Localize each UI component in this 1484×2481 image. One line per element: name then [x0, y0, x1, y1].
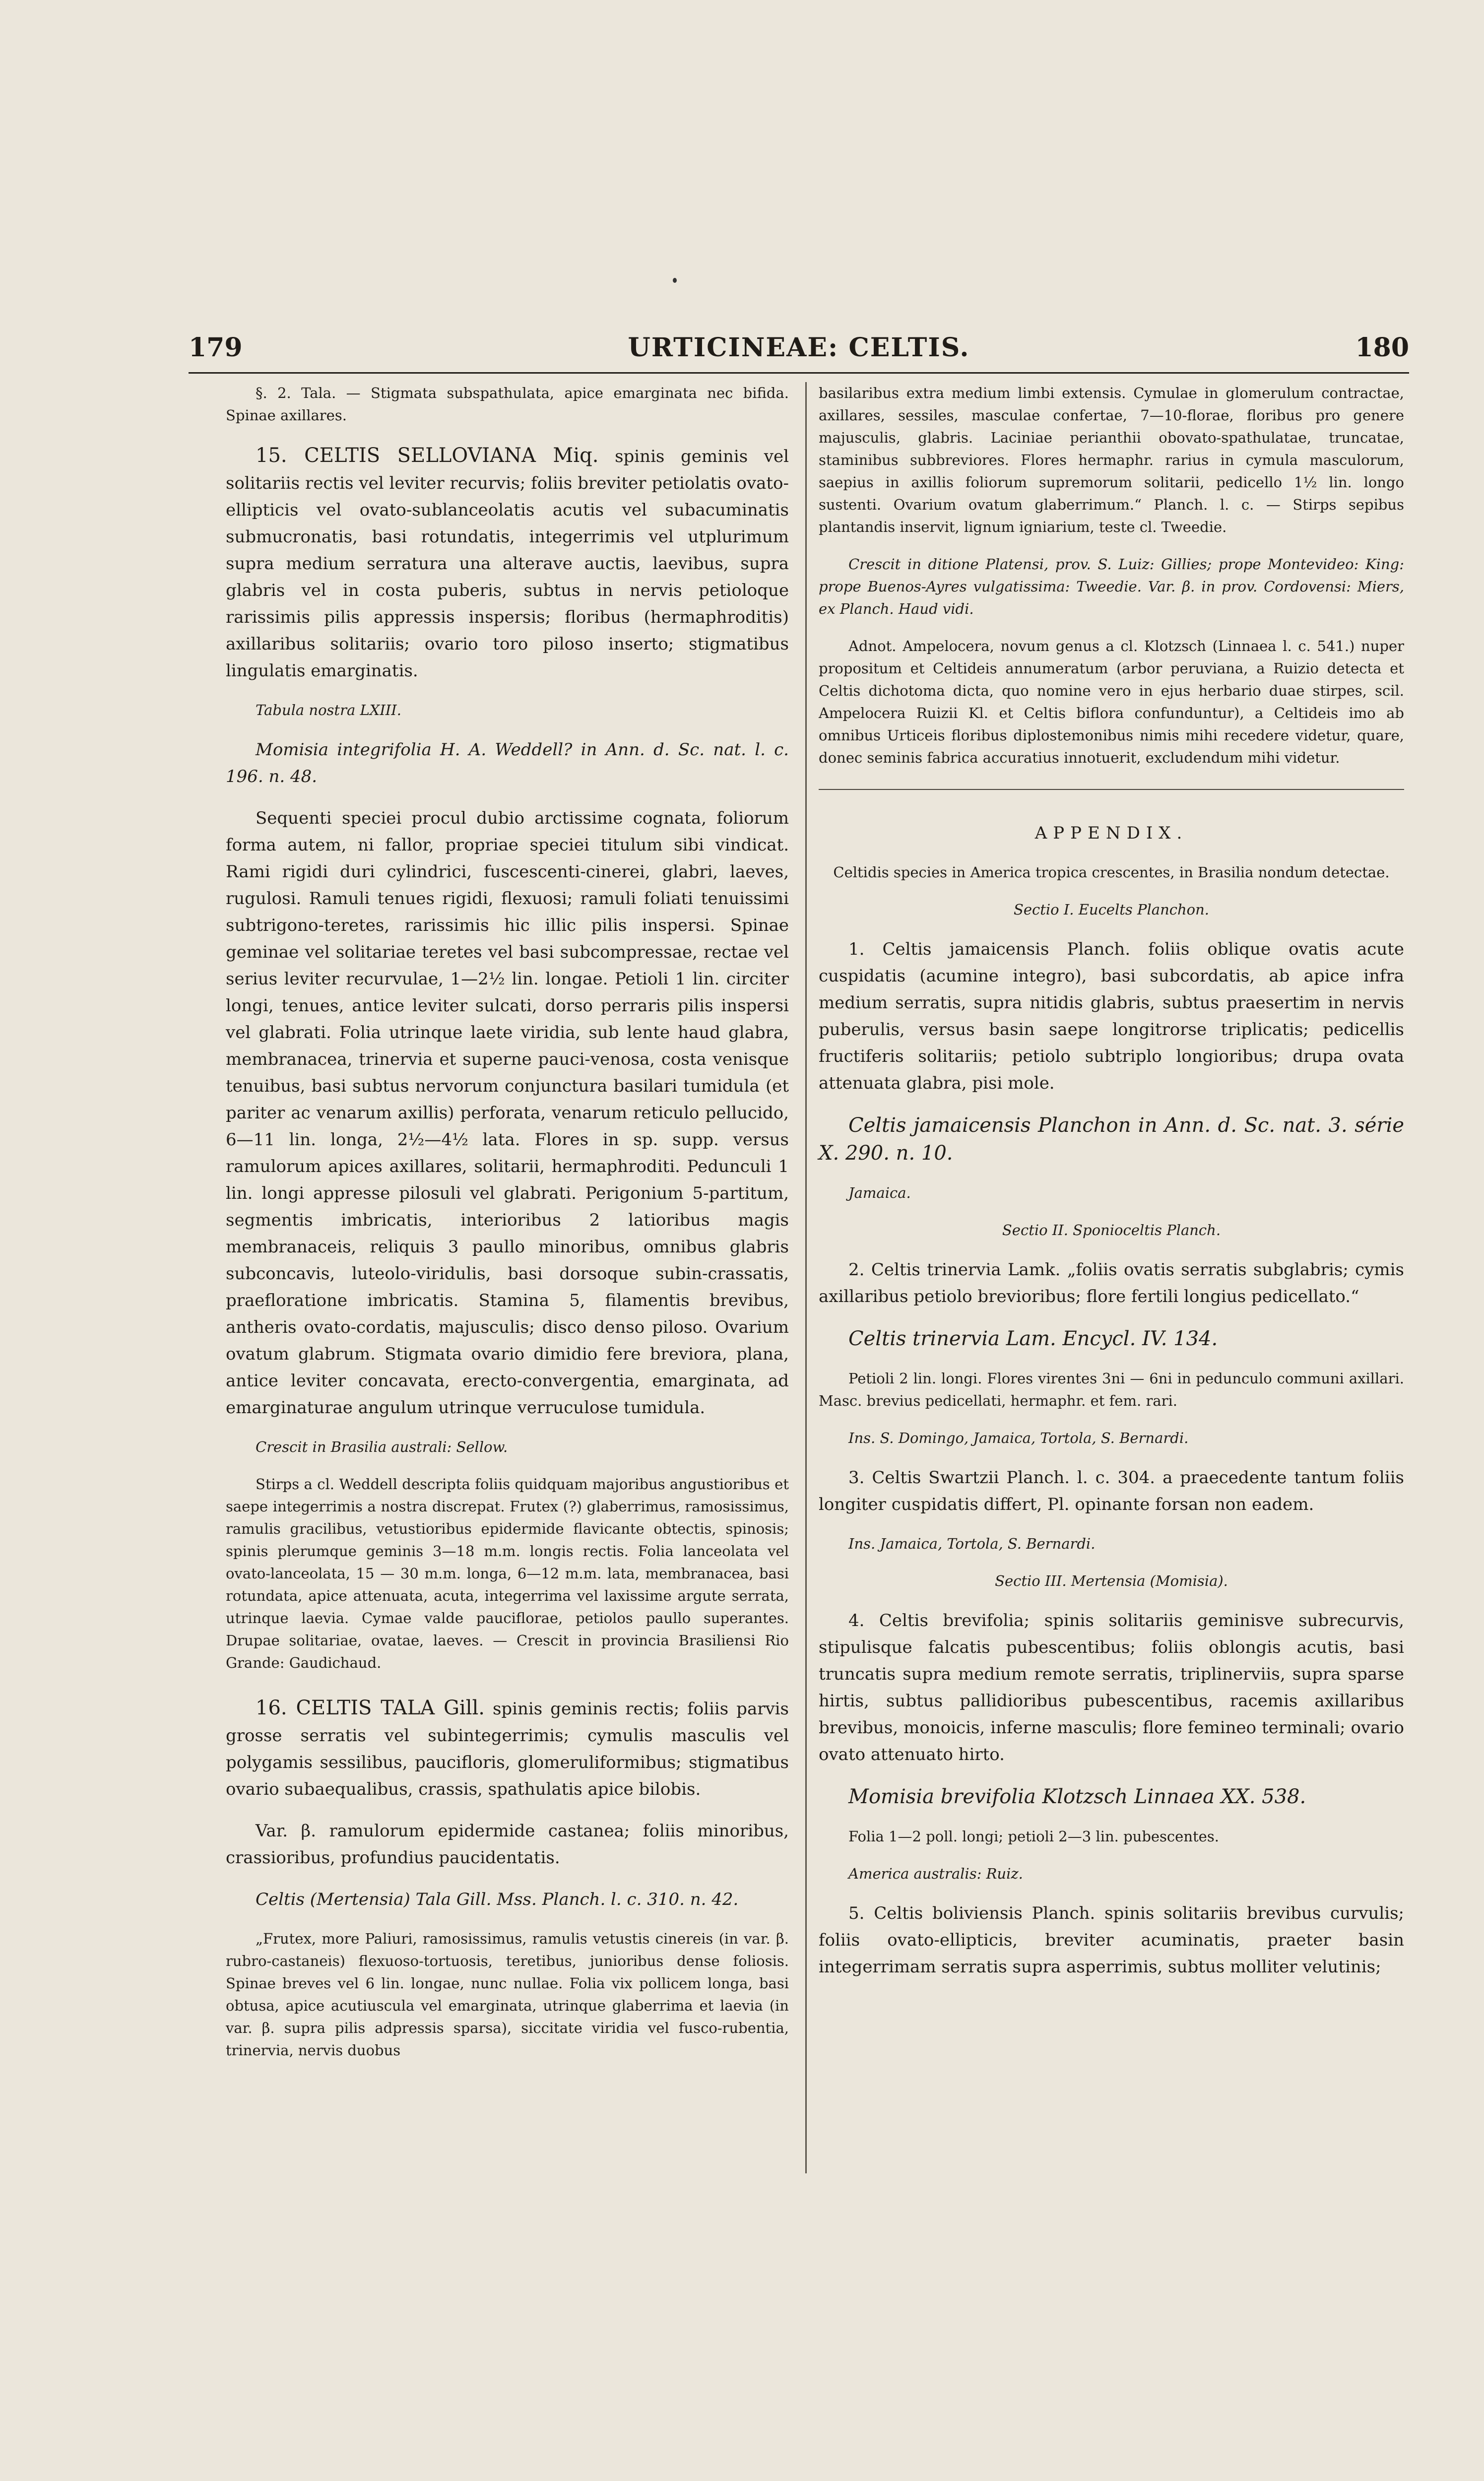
species-16-diagnosis: spinis geminis rectis; foliis parvis grosse serratis vel subintegerrimis; cymulis masculis vel polygamis sessilibus, paucifloris, glomeruliformibus; stigmatibus ovario subaequalibus, crassis, spathulatis apice bilobis. — [226, 1699, 789, 1799]
appendix-species-4 — [819, 1607, 1404, 1768]
appendix-species-3-heading: 3. Celtis Swartzii Planch. l. c. 304. — [848, 1468, 1156, 1488]
appendix-species-4-locality: America australis: Ruiz. — [848, 1865, 1023, 1882]
appendix-species-2-diagnosis: „foliis ovatis serratis subglabris; cymis axillaribus petiolo brevioribus; flore fertili longius pedicellato.“ — [819, 1260, 1404, 1306]
tala-locality: Crescit in ditione Platensi, prov. S. Luiz: Gillies; prope Montevideo: King: prope Buenos-Ayres vulgatissima: Tweedie. Var. β. in prov. Cordovensi: Miers, ex Planch. Haud vidi. — [819, 556, 1404, 617]
appendix-species-4-description: Folia 1—2 poll. longi; petioli 2—3 lin. pubescentes. — [848, 1828, 1219, 1845]
appendix-species-1-heading: 1. Celtis jamaicensis Planch. — [848, 939, 1131, 959]
appendix-subtitle: Celtidis species in America tropica crescentes, in Brasilia nondum detectae. — [833, 864, 1390, 881]
appendix-species-3-locality: Ins. Jamaica, Tortola, S. Bernardi. — [848, 1535, 1096, 1552]
tala-quote-continuation: basilaribus extra medium limbi extensis. Cymulae in glomerulum contractae, axillares, sessiles, masculae confertae, 7—10-florae, floribus pro genere majusculis, glabris. Laciniae perianthii obovato-spathulatae, truncatae, staminibus subbreviores. Flores hermaphr. rarius in cymula masculorum, saepius in axillis foliorum supremorum solitarii, pedicello 1½ lin. longo sustenti. Ovarium ovatum glaberrimum.“ Planch. l. c. — Stirps sepibus plantandis inservit, lignum igniarium, teste cl. Tweedie. — [819, 385, 1404, 535]
appendix-species-2-description: Petioli 2 lin. longi. Flores virentes 3ni — 6ni in pedunculo communi axillari. Masc. brevius pedicellati, hermaphr. et fem. rari. — [819, 1370, 1404, 1409]
section-tala-intro: §. 2. Tala. — Stigmata subspathulata, apice emarginata nec bifida. Spinae axillares. — [226, 385, 789, 424]
appendix-species-2-locality: Ins. S. Domingo, Jamaica, Tortola, S. Bernardi. — [848, 1430, 1189, 1446]
species-15-heading: 15. CELTIS SELLOVIANA Miq. — [256, 444, 599, 467]
weddell-note: Stirps a cl. Weddell descripta foliis quidquam majoribus angustioribus et saepe integerrimis a nostra discrepat. Frutex (?) glaberrimus, ramosissimus, ramulis gracilibus, vetustioribus epidermide flavicante obtectis, spinosis; spinis plerumque geminis 3—18 m.m. longis rectis. Folia lanceolata vel ovato-lanceolata, 15 — 30 m.m. longa, 6—12 m.m. lata, membranacea, basi rotundata, apice attenuata, acuta, integerrima vel laxissime argute serrata, utrinque laevia. Cymae valde pauciflorae, petiolos paullo superantes. Drupae solitariae, ovatae, laeves. — Crescit in provincia Brasiliensi Rio Grande: Gaudichaud. — [226, 1476, 789, 1671]
species-15-description — [226, 442, 789, 684]
page-number-right: 180 — [1355, 332, 1409, 363]
appendix-species-5 — [819, 1900, 1404, 1980]
appendix-species-4-reference: Momisia brevifolia Klotzsch Linnaea XX. 538. — [848, 1785, 1306, 1808]
species-16-variety: Var. β. ramulorum epidermide castanea; foliis minoribus, crassioribus, profundius paucidentatis. — [226, 1821, 789, 1868]
running-header — [189, 332, 1409, 367]
section-3-heading: Sectio III. Mertensia (Momisia). — [995, 1572, 1228, 1589]
appendix-species-4-diagnosis: spinis solitariis geminisve subrecurvis, stipulisque falcatis pubescentibus; foliis oblongis acutis, basi truncatis supra medium remote serratis, triplinerviis, supra sparse hirtis, subtus pallidioribus pubescentibus, racemis axillaribus brevibus, monoicis, inferne masculis; flore femineo terminali; ovario ovato attenuato hirto. — [819, 1611, 1404, 1764]
species-16-quote: „Frutex, more Paliuri, ramosissimus, ramulis vetustis cinereis (in var. β. rubro-castaneis) flexuoso-tortuosis, teretibus, junioribus dense foliosis. Spinae breves vel 6 lin. longae, nunc nullae. Folia vix pollicem longa, basi obtusa, apice acutiuscula vel emarginata, utrinque glaberrima et laevia (in var. β. supra pilis adpressis sparsa), siccitate viridia vel fusco-rubentia, trinervia, nervis duobus — [226, 1930, 789, 2059]
appendix-species-1 — [819, 936, 1404, 1097]
appendix-species-1-locality: Jamaica. — [848, 1184, 911, 1201]
species-16-description — [226, 1694, 789, 1803]
appendix-species-1-diagnosis: foliis oblique ovatis acute cuspidatis (acumine integro), basi subcordatis, ab apice infra medium serratis, supra nitidis glabris, subtus praesertim in nervis puberulis, versus basin saepe longitrorse triplicatis; pedicellis fructiferis solitariis; petiolo subtriplo longioribus; drupa ovata attenuata glabra, pisi mole. — [819, 939, 1405, 1093]
synonym-reference: Momisia integrifolia H. A. Weddell? in Ann. d. Sc. nat. l. c. 196. n. 48. — [226, 740, 789, 786]
appendix-species-2-reference: Celtis trinervia Lam. Encycl. IV. 134. — [848, 1327, 1218, 1350]
appendix-species-1-reference: Celtis jamaicensis Planchon in Ann. d. Sc. nat. 3. série X. 290. n. 10. — [819, 1114, 1404, 1165]
section-2-heading: Sectio II. Sponioceltis Planch. — [1002, 1222, 1221, 1239]
species-15-diagnosis: spinis geminis vel solitariis rectis vel leviter recurvis; foliis breviter petiolatis ovato-ellipticis vel ovato-sublanceolatis acutis vel subacuminatis submucronatis, basi rotundatis, integerrimis vel utplurimum supra medium serratura una alterave auctis, laevibus, supra glabris vel in costa puberis, subtus in nervis petioloque rarissimis pilis appressis inspersis; floribus (hermaphroditis) axillaribus solitariis; ovario toro piloso inserto; stigmatibus lingulatis emarginatis. — [226, 447, 789, 681]
section-separator — [819, 789, 1404, 790]
ampelocera-note: Adnot. Ampelocera, novum genus a cl. Klotzsch (Linnaea l. c. 541.) nuper propositum et Celtideis annumeratum (arbor peruviana, a Ruizio detecta et Celtis dichotoma dicta, quo nomine vero in ejus herbario duae stirpes, scil. Ampelocera Ruizii Kl. et Celtis biflora confunduntur), a Celtideis imo ab omnibus Urticeis floribus diplostemonibus nimis mihi recedere videtur, quare, donec seminis fabrica accuratius innotuerit, excludendum mihi videtur. — [819, 638, 1404, 766]
header-rule — [189, 372, 1409, 374]
appendix-species-3 — [819, 1464, 1404, 1518]
ink-speck — [673, 278, 677, 283]
page-number-left: 179 — [189, 332, 243, 363]
appendix-species-4-heading: 4. Celtis brevifolia; — [848, 1611, 1030, 1631]
appendix-species-5-heading: 5. Celtis boliviensis Planch. — [848, 1903, 1096, 1923]
right-column — [819, 382, 1404, 1995]
column-divider — [805, 382, 807, 2173]
running-title: URTICINEAE: CELTIS. — [628, 332, 970, 363]
left-column — [226, 382, 789, 2077]
species-16-reference: Celtis (Mertensia) Tala Gill. Mss. Planch. l. c. 310. n. 42. — [256, 1890, 739, 1909]
species-15-locality: Crescit in Brasilia australi: Sellow. — [256, 1438, 508, 1455]
plate-reference: Tabula nostra LXIII. — [256, 702, 401, 718]
appendix-species-3-diagnosis: a praecedente tantum foliis longiter cuspidatis differt, Pl. opinante forsan non eadem. — [819, 1468, 1404, 1514]
appendix-title: APPENDIX. — [1034, 823, 1188, 843]
species-15-notes: Sequenti speciei procul dubio arctissime cognata, foliorum forma autem, ni fallor, propriae speciei titulum sibi vindicat. Rami rigidi duri cylindrici, fuscescenti-cinerei, glabri, laeves, rugulosi. Ramuli tenues rigidi, flexuosi; ramuli foliati tenuissimi subtrigono-teretes, rarissimis hic illic pilis inspersi. Spinae geminae vel solitariae teretes vel basi subcompressae, rectae vel serius leviter recurvulae, 1—2½ lin. longae. Petioli 1 lin. circiter longi, tenues, antice leviter sulcati, dorso perraris pilis inspersi vel glabrati. Folia utrinque laete viridia, sub lente haud glabra, membranacea, trinervia et superne pauci-venosa, costa venisque tenuibus, basi subtus nervorum conjunctura basilari tumidula (et pariter ac venarum axillis) perforata, venarum reticulo pellucido, 6—11 lin. longa, 2½—4½ lata. Flores in sp. supp. versus ramulorum apices axillares, solitarii, hermaphroditi. Pedunculi 1 lin. longi appresse pilosuli vel glabrati. Perigonium 5-partitum, segmentis imbricatis, interioribus 2 latioribus magis membranaceis, reliquis 3 paullo minoribus, omnibus glabris subconcavis, luteolo-viridulis, basi dorsoque subin-crassatis, praefloratione imbricatis. Stamina 5, filamentis brevibus, antheris ovato-cordatis, majusculis; disco denso piloso. Ovarium ovatum glabrum. Stigmata ovario dimidio fere breviora, plana, antice leviter concavata, erecto-convergentia, emarginata, ad emarginaturae angulum utrinque verruculose tumidula. — [226, 808, 789, 1418]
appendix-species-5-diagnosis: spinis solitariis brevibus curvulis; foliis ovato-ellipticis, breviter acuminatis, praeter basin integerrimam serratis supra asperrimis, subtus molliter velutinis; — [819, 1903, 1404, 1977]
appendix-species-2 — [819, 1256, 1404, 1310]
species-16-heading: 16. CELTIS TALA Gill. — [256, 1697, 485, 1719]
section-1-heading: Sectio I. Eucelts Planchon. — [1013, 901, 1210, 918]
appendix-species-2-heading: 2. Celtis trinervia Lamk. — [848, 1260, 1061, 1280]
